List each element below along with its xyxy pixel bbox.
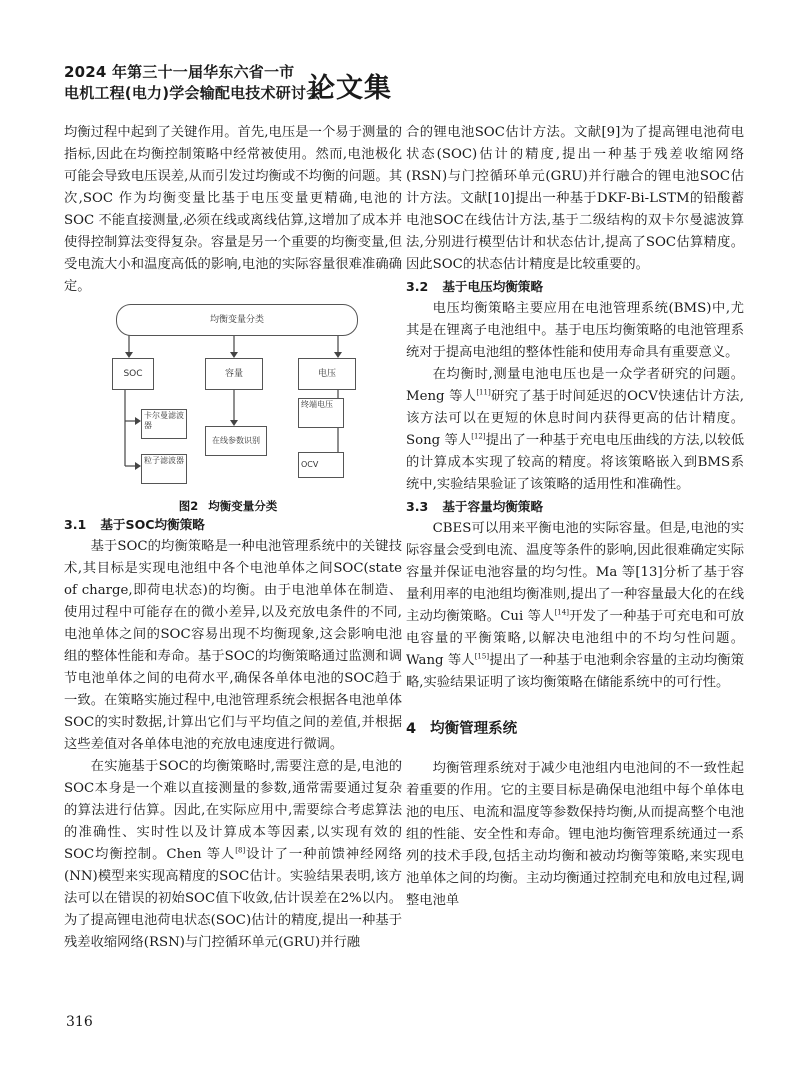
paragraph-balancing-management: 均衡管理系统对于减少电池组内电池间的不一致性起着重要的作用。它的主要目标是确保电池组中每个单体电池的电压、电流和温度等参数保持均衡,从而提高整个电池组的性能、安全性和寿命。锂电池均衡管理系统通过一系列的技术手段,包括主动均衡和被动均衡等策略,来实现电池单体之间的均衡。主动均衡通过控制充电和放电过程,调整电池单 bbox=[406, 761, 744, 908]
conference-title-line1: 2024 年第三十一届华东六省一市 bbox=[64, 63, 295, 81]
section-spacer bbox=[406, 694, 744, 718]
section-3-3-heading bbox=[406, 496, 744, 518]
left-column bbox=[64, 122, 402, 954]
diagram-node-kalman: 卡尔曼滤波器 bbox=[141, 409, 187, 439]
text-run: 研究了基于时间延迟的OCV快速估计方法,该方法可以在更短的休息时间内获得更高的估计精度。Song 等人 bbox=[406, 389, 744, 448]
figure-caption bbox=[64, 498, 402, 514]
paragraph-balancing-variables: 均衡过程中起到了关键作用。首先,电压是一个易于测量的指标,因此在均衡控制策略中经常被使用。然而,电池极化可能会导致电压误差,从而引发过均衡或不均衡的问题。其次,SOC 作为均衡变量比基于电压变量更精确,电池的 SOC 不能直接测量,必须在线或离线估算,这增加了成本并使得控制算法变得复杂。容量是另一个重要的均衡变量,但受电流大小和温度高低的影响,电池的实际容量很难准确确定。 bbox=[64, 125, 402, 294]
proceedings-label: 论文集 bbox=[308, 73, 392, 104]
section-spacer bbox=[406, 740, 744, 758]
page-number: 316 bbox=[66, 1014, 93, 1030]
text-run: 设计了一种前馈神经网络(NN)模型来实现高精度的SOC估计。实验结果表明,该方法可以在错误的初始SOC值下收敛,估计误差在2%以内。为了提高锂电池荷电状态(SOC)估计的精度,提出一种基于残差收缩网络(RSN)与门控循环单元(GRU)并行融 bbox=[64, 847, 402, 950]
citation-ref: [12] bbox=[471, 432, 486, 441]
section-number: 4 bbox=[406, 721, 417, 737]
section-number: 3.3 bbox=[406, 499, 429, 514]
paragraph-soc-estimation bbox=[64, 756, 402, 954]
diagram-node-online-identification: 在线参数识别 bbox=[205, 426, 267, 456]
right-column bbox=[406, 122, 744, 912]
section-title: 基于电压均衡策略 bbox=[442, 279, 544, 294]
conference-title bbox=[64, 62, 322, 104]
figure-2-diagram bbox=[112, 304, 362, 496]
text-run: 提出了一种基于电池剩余容量的主动均衡策略,实验结果证明了该均衡策略在储能系统中的可行性。 bbox=[406, 653, 744, 690]
diagram-root-node: 均衡变量分类 bbox=[116, 304, 358, 336]
paragraph-soc-strategy: 基于SOC的均衡策略是一种电池管理系统中的关键技术,其目标是实现电池组中各个电池单体之间SOC(state of charge,即荷电状态)的均衡。由于电池单体在制造、使用过程中可能存在的微小差异,以及充放电条件的不同,电池单体之间的SOC容易出现不均衡现象,这会影响电池组的整体性能和寿命。基于SOC的均衡策略通过监测和调节电池单体之间的电荷水平,确保各单体电池的SOC趋于一致。在策略实施过程中,电池管理系统会根据各电池单体SOC的实时数据,计算出它们与平均值之间的差值,并根据这些差值对各单体电池的充放电速度进行微调。 bbox=[64, 539, 402, 752]
section-title: 基于容量均衡策略 bbox=[442, 499, 544, 514]
paragraph-capacity-strategy bbox=[406, 518, 744, 694]
citation-ref: [15] bbox=[474, 652, 490, 661]
text-run: 在均衡时,测量电池电压也是一众学者研究的问题。Meng 等人 bbox=[406, 367, 744, 404]
text-run: 提出了一种基于充电电压曲线的方法,以较低的计算成本实现了较高的精度。将该策略嵌入到BMS系统中,实验结果验证了该策略的适用性和准确性。 bbox=[406, 433, 744, 492]
figure-caption-number: 图2 bbox=[178, 499, 199, 513]
paragraph-voltage-strategy: 电压均衡策略主要应用在电池管理系统(BMS)中,尤其是在锂离子电池组中。基于电压均衡策略的电池管理系统对于提高电池组的整体性能和使用寿命具有重要意义。 bbox=[406, 301, 744, 360]
section-4-heading bbox=[406, 718, 744, 740]
section-3-1-heading bbox=[64, 514, 402, 536]
section-title: 基于SOC均衡策略 bbox=[100, 517, 205, 532]
section-3-2-heading bbox=[406, 276, 744, 298]
diagram-node-terminal-voltage: 终端电压 bbox=[298, 398, 344, 428]
diagram-node-particle: 粒子滤波器 bbox=[141, 454, 187, 484]
diagram-node-capacity: 容量 bbox=[205, 358, 263, 390]
citation-ref: [11] bbox=[476, 388, 491, 397]
text-run: CBES可以用来平衡电池的实际容量。但是,电池的实际容量会受到电流、温度等条件的影响,因此很难确定实际容量并保证电池容量的均匀性。Ma 等[13]分析了基于容量利用率的电池组均衡准则,提出了一种容量最大化的在线主动均衡策略。Cui 等人 bbox=[406, 521, 744, 624]
figure-caption-text: 均衡变量分类 bbox=[208, 499, 278, 513]
paragraph-soc-methods: 合的锂电池SOC估计方法。文献[9]为了提高锂电池荷电状态(SOC)估计的精度,提出一种基于残差收缩网络(RSN)与门控循环单元(GRU)并行融合的锂电池SOC估计方法。文献[10]提出一种基于DKF-Bi-LSTM的铅酸蓄电池SOC在线估计方法,基于二级结构的双卡尔曼滤波算法,分别进行模型估计和状态估计,提高了SOC估算精度。因此SOC的状态估计精度是比较重要的。 bbox=[406, 125, 744, 272]
citation-ref: [8] bbox=[235, 846, 246, 855]
conference-title-line2: 电机工程(电力)学会输配电技术研讨会 bbox=[64, 84, 322, 102]
section-number: 3.2 bbox=[406, 279, 429, 294]
text-run: 开发了一种基于可充电和可放电容量的平衡策略,以解决电池组中的不均匀性问题。Wang 等人 bbox=[406, 609, 745, 668]
diagram-node-voltage: 电压 bbox=[298, 358, 356, 390]
text-run: 在实施基于SOC的均衡策略时,需要注意的是,电池的SOC本身是一个难以直接测量的参数,通常需要通过复杂的算法进行估算。因此,在实际应用中,需要综合考虑算法的准确性、实时性以及计算成本等因素,以实现有效的SOC均衡控制。Chen 等人 bbox=[64, 759, 402, 862]
diagram-node-soc: SOC bbox=[112, 358, 154, 390]
paragraph-voltage-measurement bbox=[406, 364, 744, 496]
citation-ref: [14] bbox=[554, 608, 569, 617]
diagram-node-ocv: OCV bbox=[298, 452, 344, 478]
section-number: 3.1 bbox=[64, 517, 87, 532]
section-title: 均衡管理系统 bbox=[430, 721, 518, 737]
